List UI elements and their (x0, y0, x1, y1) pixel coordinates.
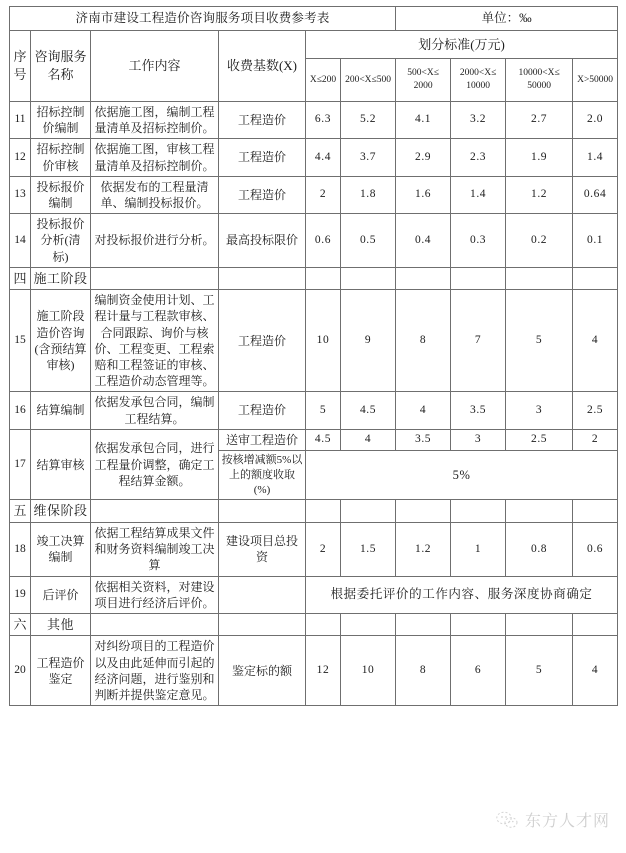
row-work-content: 依据工程结算成果文件和财务资料编制竣工决算 (91, 523, 219, 577)
empty-cell (396, 500, 451, 523)
row-fee-base (219, 576, 306, 613)
row-work-content: 依据施工图，编制工程量清单及招标控制价。 (91, 102, 219, 139)
row-service-name: 施工阶段造价咨询(含预结算审核) (31, 290, 91, 392)
row-seq: 11 (10, 102, 31, 139)
row-fee-base: 鉴定标的额 (219, 636, 306, 706)
empty-cell (91, 613, 219, 636)
table-body (10, 7, 618, 706)
row-service-name: 招标控制价审核 (31, 139, 91, 176)
section-row (10, 267, 618, 290)
row-service-name: 工程造价鉴定 (31, 636, 91, 706)
row-service-name: 招标控制价编制 (31, 102, 91, 139)
empty-cell (506, 267, 573, 290)
row-seq: 19 (10, 576, 31, 613)
empty-cell (451, 267, 506, 290)
header-range-2: 200<X≤500 (341, 59, 396, 102)
header-row-1 (10, 31, 618, 59)
row-value-5: 2.7 (506, 102, 573, 139)
empty-cell (91, 500, 219, 523)
document-title: 济南市建设工程造价咨询服务项目收费参考表 (10, 7, 396, 31)
row-value-3: 0.4 (396, 214, 451, 268)
row-value-6: 1.4 (573, 139, 618, 176)
header-range-4 (451, 59, 506, 102)
row-service-name: 后评价 (31, 576, 91, 613)
row-value-6: 4 (573, 290, 618, 392)
header-group-standard: 划分标准(万元) (306, 31, 618, 59)
row-value-1: 6.3 (306, 102, 341, 139)
row-value-4: 3 (451, 429, 506, 450)
section-name: 维保阶段 (31, 500, 91, 523)
row-seq: 18 (10, 523, 31, 577)
header-seq-line2: 号 (13, 67, 27, 82)
header-seq-line1: 序 (13, 49, 27, 65)
row-service-name: 结算审核 (31, 429, 91, 500)
row-value-4: 1.4 (451, 176, 506, 213)
empty-cell (396, 267, 451, 290)
table-row (10, 290, 618, 392)
header-range-6: X>50000 (573, 59, 618, 102)
row-value-5: 0.2 (506, 214, 573, 268)
empty-cell (219, 613, 306, 636)
row-value-1: 5 (306, 392, 341, 429)
row-value-3: 8 (396, 290, 451, 392)
row-value-6: 0.64 (573, 176, 618, 213)
row-value-2: 10 (341, 636, 396, 706)
row-value-6: 0.1 (573, 214, 618, 268)
watermark (496, 808, 610, 831)
row-value-5: 5 (506, 636, 573, 706)
header-service-name (31, 31, 91, 102)
header-service-name-line2: 名称 (47, 67, 74, 82)
empty-cell (91, 267, 219, 290)
empty-cell (306, 267, 341, 290)
row-fee-base: 工程造价 (219, 290, 306, 392)
header-range-4-line2: 10000 (466, 81, 490, 91)
empty-cell (219, 500, 306, 523)
row-value-1: 10 (306, 290, 341, 392)
row-value-4: 2.3 (451, 139, 506, 176)
row-fee-base: 工程造价 (219, 392, 306, 429)
row-value-1: 2 (306, 176, 341, 213)
empty-cell (506, 613, 573, 636)
row-value-2: 1.5 (341, 523, 396, 577)
empty-cell (506, 500, 573, 523)
row-work-content: 依据发承包合同，进行工程量价调整，确定工程结算金额。 (91, 429, 219, 500)
section-seq: 四 (10, 267, 31, 290)
row-work-content: 编制资金使用计划、工程计量与工程款审核、合同跟踪、询价与核价、工程变更、工程索赔和工程签证的审核、工程造价动态管理等。 (91, 290, 219, 392)
row-work-content: 对纠纷项目的工程造价以及由此延伸而引起的经济问题，进行鉴别和判断并提供鉴定意见。 (91, 636, 219, 706)
row-seq: 12 (10, 139, 31, 176)
row-value-2: 3.7 (341, 139, 396, 176)
header-range-5-line2: 50000 (527, 81, 551, 91)
row-value-2: 9 (341, 290, 396, 392)
row-value-3: 1.6 (396, 176, 451, 213)
empty-cell (219, 267, 306, 290)
row-value-1: 4.4 (306, 139, 341, 176)
row-value-2: 0.5 (341, 214, 396, 268)
empty-cell (573, 267, 618, 290)
row-value-1: 4.5 (306, 429, 341, 450)
row-seq: 13 (10, 176, 31, 213)
row-fee-base: 工程造价 (219, 139, 306, 176)
table-row (10, 392, 618, 429)
row-fee-base: 最高投标限价 (219, 214, 306, 268)
table-row (10, 139, 618, 176)
row-value-3: 1.2 (396, 523, 451, 577)
header-range-5 (506, 59, 573, 102)
empty-cell (306, 500, 341, 523)
table-row (10, 429, 618, 450)
empty-cell (573, 500, 618, 523)
row-fee-base: 建设项目总投资 (219, 523, 306, 577)
table-row (10, 636, 618, 706)
header-range-1: X≤200 (306, 59, 341, 102)
section-row (10, 613, 618, 636)
row-fee-base: 送审工程造价 (219, 429, 306, 450)
row-work-content: 对投标报价进行分析。 (91, 214, 219, 268)
row-work-content: 依据施工图，审核工程量清单及招标控制价。 (91, 139, 219, 176)
table-row (10, 523, 618, 577)
row-service-name: 竣工决算编制 (31, 523, 91, 577)
fee-schedule-sheet (9, 6, 617, 706)
row-fee-base-alt: 按核增减额5%以上的额度收取(%) (219, 450, 306, 500)
row-value-1: 12 (306, 636, 341, 706)
empty-cell (341, 613, 396, 636)
row-value-2: 4.5 (341, 392, 396, 429)
row-value-4: 3.2 (451, 102, 506, 139)
row-seq: 20 (10, 636, 31, 706)
row-value-5: 1.2 (506, 176, 573, 213)
row-fee-base: 工程造价 (219, 176, 306, 213)
row-value-2: 4 (341, 429, 396, 450)
row-value-5: 2.5 (506, 429, 573, 450)
empty-cell (306, 613, 341, 636)
row-fee-base: 工程造价 (219, 102, 306, 139)
wechat-icon (496, 810, 518, 830)
row-value-4: 0.3 (451, 214, 506, 268)
row-value-6: 4 (573, 636, 618, 706)
header-service-name-line1: 咨询服务 (34, 49, 87, 65)
row-service-name: 投标报价分析(清标) (31, 214, 91, 268)
row-value-3: 3.5 (396, 429, 451, 450)
row-value-5: 3 (506, 392, 573, 429)
row-seq: 17 (10, 429, 31, 500)
section-name: 其他 (31, 613, 91, 636)
row-service-name: 结算编制 (31, 392, 91, 429)
row-value-6: 2 (573, 429, 618, 450)
row-value-2: 5.2 (341, 102, 396, 139)
empty-cell (451, 613, 506, 636)
empty-cell (451, 500, 506, 523)
empty-cell (341, 267, 396, 290)
row-value-5: 1.9 (506, 139, 573, 176)
row-service-name: 投标报价编制 (31, 176, 91, 213)
section-row (10, 500, 618, 523)
row-value-1: 0.6 (306, 214, 341, 268)
unit-label: 单位：‰ (396, 7, 618, 31)
empty-cell (573, 613, 618, 636)
row-value-4: 6 (451, 636, 506, 706)
section-name: 施工阶段 (31, 267, 91, 290)
row-seq: 15 (10, 290, 31, 392)
row-value-6: 0.6 (573, 523, 618, 577)
header-work-content: 工作内容 (91, 31, 219, 102)
section-seq: 六 (10, 613, 31, 636)
table-row (10, 214, 618, 268)
header-seq (10, 31, 31, 102)
row-value-6: 2.0 (573, 102, 618, 139)
row-value-4: 3.5 (451, 392, 506, 429)
watermark-label: 东方人才网 (524, 813, 610, 830)
header-range-3 (396, 59, 451, 102)
row-work-content: 依据发承包合同，编制工程结算。 (91, 392, 219, 429)
table-row (10, 102, 618, 139)
row-value-2: 1.8 (341, 176, 396, 213)
table-row (10, 576, 618, 613)
row-value-1: 2 (306, 523, 341, 577)
fee-schedule-table (9, 6, 618, 706)
row-value-3: 4 (396, 392, 451, 429)
row-value-3: 4.1 (396, 102, 451, 139)
empty-cell (341, 500, 396, 523)
title-row (10, 7, 618, 31)
row-value-6: 2.5 (573, 392, 618, 429)
row-value-5: 5 (506, 290, 573, 392)
header-range-3-line1: 500<X≤ (407, 68, 439, 79)
row-merged-value: 根据委托评价的工作内容、服务深度协商确定 (306, 576, 618, 613)
header-fee-base: 收费基数(X) (219, 31, 306, 102)
row-value-5: 0.8 (506, 523, 573, 577)
row-value-3: 8 (396, 636, 451, 706)
table-row (10, 176, 618, 213)
row-value-4: 1 (451, 523, 506, 577)
row-value-4: 7 (451, 290, 506, 392)
empty-cell (396, 613, 451, 636)
row-merged-value: 5% (306, 450, 618, 500)
section-seq: 五 (10, 500, 31, 523)
header-range-4-line1: 2000<X≤ (459, 68, 497, 79)
row-seq: 16 (10, 392, 31, 429)
row-seq: 14 (10, 214, 31, 268)
header-range-5-line1: 10000<X≤ (518, 68, 560, 79)
row-work-content: 依据发布的工程量清单、编制投标报价。 (91, 176, 219, 213)
row-work-content: 依据相关资料，对建设项目进行经济后评价。 (91, 576, 219, 613)
row-value-3: 2.9 (396, 139, 451, 176)
header-range-3-line2: 2000 (413, 81, 433, 91)
